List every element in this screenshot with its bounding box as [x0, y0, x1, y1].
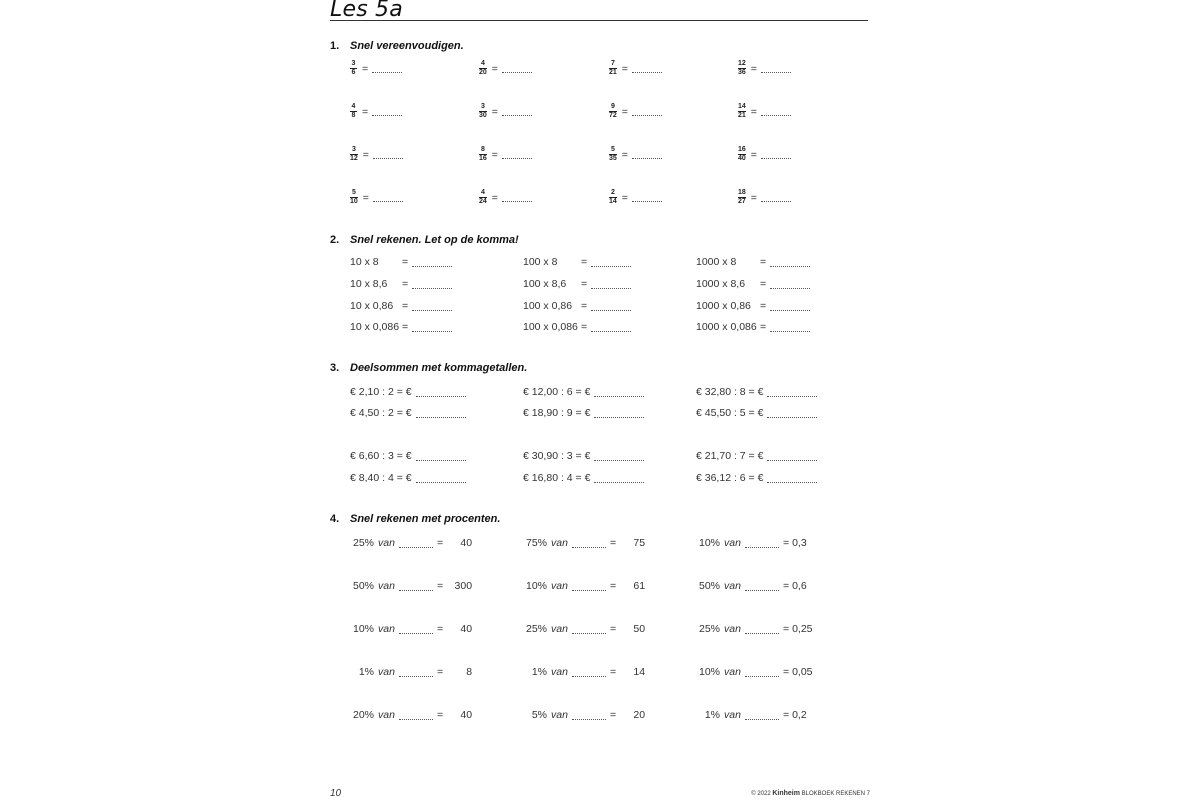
result-value: 0,25: [792, 623, 813, 635]
result-value: 14: [633, 666, 646, 678]
division-exercise: [523, 385, 644, 399]
equals-sign: =: [782, 580, 790, 592]
expression: 1000 x 8: [696, 256, 737, 268]
answer-blank[interactable]: [412, 258, 452, 267]
result-value: 20: [633, 709, 646, 721]
equals-sign: =: [362, 105, 369, 118]
equals-sign: =: [609, 666, 617, 678]
expression: € 36,12 : 6 = €: [696, 472, 764, 484]
result-value: 0,2: [792, 709, 807, 721]
equals-sign: =: [750, 191, 757, 204]
division-exercise: [523, 406, 644, 420]
equals-sign: =: [362, 62, 369, 75]
percent-exercise: [696, 579, 818, 593]
fraction: [350, 60, 357, 77]
answer-blank[interactable]: [416, 452, 466, 461]
denominator: 27: [738, 198, 746, 205]
equals-sign: =: [760, 278, 767, 290]
equals-sign: =: [621, 105, 628, 118]
section-heading-3: [330, 362, 527, 374]
equals-sign: =: [760, 256, 767, 268]
answer-blank[interactable]: [412, 280, 452, 289]
answer-blank[interactable]: [770, 302, 810, 311]
expression: 10 x 0,086: [350, 321, 400, 333]
division-exercise: [350, 406, 466, 420]
equals-sign: =: [609, 537, 617, 549]
numerator: 8: [480, 146, 485, 153]
section-heading-2: [330, 234, 519, 246]
answer-blank[interactable]: [373, 150, 403, 159]
answer-blank[interactable]: [502, 107, 532, 116]
equals-sign: =: [436, 537, 444, 549]
numerator: 7: [610, 60, 615, 67]
division-exercise: [350, 449, 466, 463]
section-title: Deelsommen met kommagetallen.: [350, 362, 528, 374]
result-value: 61: [633, 580, 646, 592]
answer-blank[interactable]: [594, 474, 644, 483]
expression: € 6,60 : 3 = €: [350, 450, 412, 462]
answer-blank[interactable]: [770, 258, 810, 267]
multiply-exercise: [696, 277, 810, 291]
worksheet-page: [330, 0, 870, 800]
fraction: [738, 60, 746, 77]
answer-blank[interactable]: [399, 625, 433, 634]
division-exercise: [523, 471, 644, 485]
answer-blank[interactable]: [745, 582, 779, 591]
answer-blank[interactable]: [632, 64, 662, 73]
result-value: 75: [633, 537, 646, 549]
denominator: 21: [738, 112, 746, 119]
answer-blank[interactable]: [572, 582, 606, 591]
result-value: 300: [454, 580, 473, 592]
fraction-exercise: [609, 60, 662, 77]
fraction: [738, 189, 746, 206]
fraction-exercise: [479, 103, 532, 120]
equals-sign: =: [491, 105, 498, 118]
equals-sign: =: [750, 148, 757, 161]
answer-blank[interactable]: [591, 323, 631, 332]
copyright-text: © 2022: [751, 791, 771, 797]
multiply-exercise: [523, 320, 631, 334]
equals-sign: =: [581, 278, 588, 290]
equals-sign: =: [491, 148, 498, 161]
equals-sign: =: [436, 580, 444, 592]
division-exercise: [696, 406, 817, 420]
percent-exercise: [696, 708, 818, 722]
denominator: 8: [351, 112, 356, 119]
section-number: 2.: [330, 234, 340, 246]
answer-blank[interactable]: [745, 539, 779, 548]
numerator: 12: [738, 60, 746, 67]
answer-blank[interactable]: [412, 323, 452, 332]
answer-blank[interactable]: [767, 452, 817, 461]
fraction: [350, 189, 358, 206]
numerator: 16: [738, 146, 746, 153]
equals-sign: =: [750, 105, 757, 118]
answer-blank[interactable]: [416, 388, 466, 397]
answer-blank[interactable]: [594, 409, 644, 418]
equals-sign: =: [491, 62, 498, 75]
answer-blank[interactable]: [770, 280, 810, 289]
percentage: 10%: [525, 580, 547, 592]
fraction-exercise: [479, 189, 532, 206]
answer-blank[interactable]: [399, 582, 433, 591]
fraction-exercise: [479, 146, 532, 163]
division-exercise: [523, 449, 644, 463]
equals-sign: =: [750, 62, 757, 75]
answer-blank[interactable]: [761, 107, 791, 116]
expression: € 2,10 : 2 = €: [350, 386, 412, 398]
answer-blank[interactable]: [591, 302, 631, 311]
answer-blank[interactable]: [594, 452, 644, 461]
percentage: 1%: [531, 666, 547, 678]
section-title: Snel rekenen met procenten.: [350, 513, 501, 525]
van-label: van: [378, 623, 395, 635]
equals-sign: =: [621, 191, 628, 204]
fraction-exercise: [350, 103, 402, 120]
expression: € 18,90 : 9 = €: [523, 407, 591, 419]
fraction: [350, 146, 358, 163]
equals-sign: =: [609, 709, 617, 721]
denominator: 20: [479, 69, 487, 76]
answer-blank[interactable]: [502, 150, 532, 159]
section-number: 1.: [330, 40, 340, 52]
expression: 100 x 8,6: [523, 278, 567, 290]
fraction: [479, 189, 487, 206]
multiply-exercise: [696, 320, 810, 334]
answer-blank[interactable]: [770, 323, 810, 332]
answer-blank[interactable]: [632, 193, 662, 202]
percentage: 5%: [531, 709, 547, 721]
numerator: 3: [351, 146, 356, 153]
answer-blank[interactable]: [591, 280, 631, 289]
result-value: 0,3: [792, 537, 807, 549]
series-name: BLOKBOEK REKENEN 7: [801, 791, 870, 797]
percentage: 1%: [704, 709, 720, 721]
result-value: 8: [466, 666, 473, 678]
answer-blank[interactable]: [416, 409, 466, 418]
section-heading-4: [330, 513, 500, 525]
expression: 10 x 0,86: [350, 300, 394, 312]
answer-blank[interactable]: [767, 409, 817, 418]
answer-blank[interactable]: [572, 668, 606, 677]
fraction: [609, 60, 617, 77]
percentage: 75%: [525, 537, 547, 549]
fraction: [479, 60, 487, 77]
percent-exercise: [523, 579, 645, 593]
equals-sign: =: [362, 191, 369, 204]
numerator: 4: [480, 189, 485, 196]
title-divider: [330, 20, 868, 21]
percent-exercise: [696, 665, 818, 679]
numerator: 9: [610, 103, 615, 110]
result-value: 50: [633, 623, 646, 635]
expression: 100 x 0,086: [523, 321, 578, 333]
multiply-exercise: [696, 299, 810, 313]
answer-blank[interactable]: [767, 388, 817, 397]
percent-exercise: [350, 579, 472, 593]
van-label: van: [551, 666, 568, 678]
answer-blank[interactable]: [632, 150, 662, 159]
denominator: 35: [609, 155, 617, 162]
division-exercise: [350, 385, 466, 399]
percentage: 10%: [698, 537, 720, 549]
van-label: van: [378, 580, 395, 592]
answer-blank[interactable]: [373, 193, 403, 202]
equals-sign: =: [760, 321, 767, 333]
equals-sign: =: [621, 148, 628, 161]
fraction: [609, 189, 617, 206]
equals-sign: =: [782, 623, 790, 635]
equals-sign: =: [491, 191, 498, 204]
equals-sign: =: [436, 666, 444, 678]
multiply-exercise: [523, 277, 631, 291]
numerator: 4: [480, 60, 485, 67]
answer-blank[interactable]: [412, 302, 452, 311]
van-label: van: [378, 709, 395, 721]
equals-sign: =: [362, 148, 369, 161]
result-value: 0,6: [792, 580, 807, 592]
denominator: 36: [738, 69, 746, 76]
expression: 10 x 8: [350, 256, 379, 268]
denominator: 24: [479, 198, 487, 205]
answer-blank[interactable]: [372, 64, 402, 73]
answer-blank[interactable]: [761, 150, 791, 159]
fraction: [738, 103, 746, 120]
equals-sign: =: [609, 580, 617, 592]
expression: € 30,90 : 3 = €: [523, 450, 591, 462]
fraction-exercise: [350, 60, 402, 77]
expression: 1000 x 0,086: [696, 321, 757, 333]
answer-blank[interactable]: [399, 668, 433, 677]
van-label: van: [724, 623, 741, 635]
equals-sign: =: [402, 300, 409, 312]
fraction-exercise: [609, 103, 662, 120]
percent-exercise: [696, 622, 818, 636]
numerator: 2: [610, 189, 615, 196]
section-title: Snel rekenen. Let op de komma!: [350, 234, 519, 246]
multiply-exercise: [350, 320, 452, 334]
percentage: 10%: [352, 623, 374, 635]
equals-sign: =: [782, 666, 790, 678]
answer-blank[interactable]: [502, 64, 532, 73]
answer-blank[interactable]: [745, 625, 779, 634]
percentage: 25%: [525, 623, 547, 635]
van-label: van: [551, 537, 568, 549]
answer-blank[interactable]: [761, 64, 791, 73]
percent-exercise: [523, 665, 645, 679]
equals-sign: =: [581, 321, 588, 333]
percentage: 50%: [352, 580, 374, 592]
denominator: 16: [479, 155, 487, 162]
multiply-exercise: [350, 277, 452, 291]
expression: 1000 x 0,86: [696, 300, 751, 312]
expression: € 32,80 : 8 = €: [696, 386, 764, 398]
fraction-exercise: [350, 146, 403, 163]
percentage: 10%: [698, 666, 720, 678]
equals-sign: =: [436, 709, 444, 721]
expression: 1000 x 8,6: [696, 278, 746, 290]
percent-exercise: [523, 622, 645, 636]
section-number: 3.: [330, 362, 340, 374]
multiply-exercise: [523, 299, 631, 313]
multiply-exercise: [523, 255, 631, 269]
fraction-exercise: [738, 146, 791, 163]
denominator: 40: [738, 155, 746, 162]
answer-blank[interactable]: [372, 107, 402, 116]
van-label: van: [724, 666, 741, 678]
numerator: 18: [738, 189, 746, 196]
equals-sign: =: [621, 62, 628, 75]
expression: € 45,50 : 5 = €: [696, 407, 764, 419]
equals-sign: =: [609, 623, 617, 635]
fraction: [609, 103, 617, 120]
result-value: 40: [460, 623, 473, 635]
multiply-exercise: [350, 299, 452, 313]
fraction: [479, 103, 487, 120]
copyright-footer: [751, 790, 870, 797]
answer-blank[interactable]: [416, 474, 466, 483]
fraction: [479, 146, 487, 163]
fraction: [350, 103, 357, 120]
equals-sign: =: [760, 300, 767, 312]
percent-exercise: [350, 536, 472, 550]
denominator: 72: [609, 112, 617, 119]
division-exercise: [350, 471, 466, 485]
answer-blank[interactable]: [594, 388, 644, 397]
answer-blank[interactable]: [572, 625, 606, 634]
fraction-exercise: [738, 189, 791, 206]
fraction-exercise: [738, 60, 791, 77]
denominator: 30: [479, 112, 487, 119]
fraction: [609, 146, 617, 163]
answer-blank[interactable]: [399, 711, 433, 720]
answer-blank[interactable]: [767, 474, 817, 483]
percentage: 50%: [698, 580, 720, 592]
percentage: 25%: [698, 623, 720, 635]
division-exercise: [696, 471, 817, 485]
answer-blank[interactable]: [745, 711, 779, 720]
result-value: 40: [460, 709, 473, 721]
fraction: [738, 146, 746, 163]
denominator: 14: [609, 198, 617, 205]
answer-blank[interactable]: [761, 193, 791, 202]
numerator: 4: [351, 103, 356, 110]
equals-sign: =: [581, 256, 588, 268]
division-exercise: [696, 385, 817, 399]
percent-exercise: [523, 708, 645, 722]
van-label: van: [724, 537, 741, 549]
van-label: van: [551, 709, 568, 721]
denominator: 6: [351, 69, 356, 76]
fraction-exercise: [350, 189, 403, 206]
numerator: 3: [480, 103, 485, 110]
equals-sign: =: [782, 709, 790, 721]
numerator: 5: [351, 189, 356, 196]
equals-sign: =: [402, 321, 409, 333]
equals-sign: =: [581, 300, 588, 312]
expression: € 8,40 : 4 = €: [350, 472, 412, 484]
expression: € 12,00 : 6 = €: [523, 386, 591, 398]
section-number: 4.: [330, 513, 340, 525]
numerator: 5: [610, 146, 615, 153]
section-heading-1: [330, 40, 464, 52]
answer-blank[interactable]: [591, 258, 631, 267]
answer-blank[interactable]: [572, 539, 606, 548]
van-label: van: [724, 709, 741, 721]
expression: € 16,80 : 4 = €: [523, 472, 591, 484]
equals-sign: =: [402, 278, 409, 290]
percentage: 1%: [358, 666, 374, 678]
publisher-name: Kinheim: [772, 790, 800, 797]
result-value: 40: [460, 537, 473, 549]
denominator: 12: [350, 155, 358, 162]
van-label: van: [378, 537, 395, 549]
multiply-exercise: [350, 255, 452, 269]
page-number: 10: [330, 788, 342, 799]
numerator: 14: [738, 103, 746, 110]
section-title: Snel vereenvoudigen.: [350, 40, 464, 52]
van-label: van: [724, 580, 741, 592]
equals-sign: =: [436, 623, 444, 635]
answer-blank[interactable]: [572, 711, 606, 720]
answer-blank[interactable]: [399, 539, 433, 548]
expression: € 21,70 : 7 = €: [696, 450, 764, 462]
equals-sign: =: [782, 537, 790, 549]
expression: 100 x 0,86: [523, 300, 573, 312]
expression: 100 x 8: [523, 256, 558, 268]
denominator: 10: [350, 198, 358, 205]
numerator: 3: [351, 60, 356, 67]
answer-blank[interactable]: [745, 668, 779, 677]
expression: € 4,50 : 2 = €: [350, 407, 412, 419]
answer-blank[interactable]: [632, 107, 662, 116]
page-title: Les 5a: [330, 0, 403, 22]
answer-blank[interactable]: [502, 193, 532, 202]
van-label: van: [551, 623, 568, 635]
equals-sign: =: [402, 256, 409, 268]
result-value: 0,05: [792, 666, 813, 678]
denominator: 21: [609, 69, 617, 76]
fraction-exercise: [479, 60, 532, 77]
division-exercise: [696, 449, 817, 463]
multiply-exercise: [696, 255, 810, 269]
van-label: van: [551, 580, 568, 592]
fraction-exercise: [738, 103, 791, 120]
percent-exercise: [350, 708, 472, 722]
percentage: 20%: [352, 709, 374, 721]
percent-exercise: [350, 622, 472, 636]
percentage: 25%: [352, 537, 374, 549]
expression: 10 x 8,6: [350, 278, 388, 290]
van-label: van: [378, 666, 395, 678]
percent-exercise: [523, 536, 645, 550]
fraction-exercise: [609, 189, 662, 206]
percent-exercise: [350, 665, 472, 679]
fraction-exercise: [609, 146, 662, 163]
percent-exercise: [696, 536, 818, 550]
